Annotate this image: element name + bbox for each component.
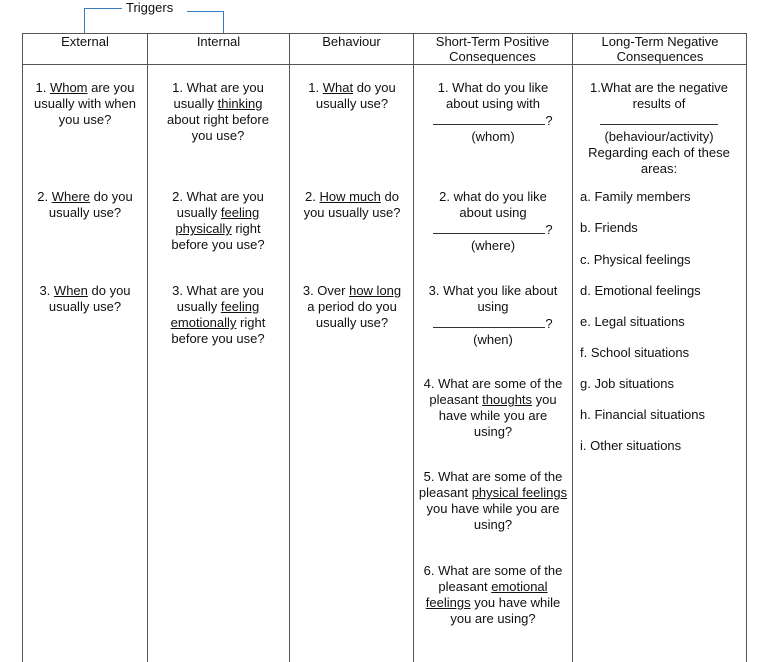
- blank-line: [433, 315, 545, 328]
- header-long-term: Long-Term Negative Consequences: [601, 34, 719, 64]
- long-term-area-friends: b. Friends: [580, 220, 638, 235]
- behaviour-question-2: 2. How much do you usually use?: [303, 189, 401, 220]
- external-question-1: 1. Whom are you usually with when you use?: [34, 80, 136, 127]
- short-term-question-1: 1. What do you like about using with ? (whom): [425, 80, 561, 145]
- triggers-bracket-left-vertical: [84, 8, 85, 34]
- short-term-question-3: 3. What you like about using ? (when): [428, 283, 558, 347]
- triggers-bracket-right-horizontal: [187, 11, 224, 12]
- header-short-term: Short-Term Positive Consequences: [435, 34, 550, 64]
- column-divider-3: [413, 33, 414, 662]
- triggers-label: Triggers: [126, 0, 174, 15]
- long-term-area-job: g. Job situations: [580, 376, 674, 391]
- header-internal: Internal: [196, 34, 241, 49]
- table-right-border: [746, 33, 747, 662]
- long-term-area-legal: e. Legal situations: [580, 314, 685, 329]
- table-left-border: [22, 33, 23, 662]
- long-term-area-emotional: d. Emotional feelings: [580, 283, 701, 298]
- header-behaviour: Behaviour: [322, 34, 381, 49]
- short-term-question-5: 5. What are some of the pleasant physical feelings you have while you are using?: [418, 469, 568, 532]
- internal-question-2: 2. What are you usually feeling physically right before you use?: [171, 189, 265, 252]
- column-divider-1: [147, 33, 148, 662]
- blank-line: [433, 112, 545, 125]
- external-question-2: 2. Where do you usually use?: [37, 189, 133, 220]
- internal-question-3: 3. What are you usually feeling emotionally right before you use?: [170, 283, 266, 346]
- external-question-3: 3. When do you usually use?: [39, 283, 131, 314]
- blank-line: [600, 112, 718, 125]
- table-header-divider: [22, 64, 747, 65]
- long-term-area-financial: h. Financial situations: [580, 407, 706, 422]
- long-term-area-family: a. Family members: [580, 189, 691, 204]
- internal-question-1: 1. What are you usually thinking about right before you use?: [167, 80, 269, 143]
- column-divider-4: [572, 33, 573, 662]
- long-term-area-school: f. School situations: [580, 345, 690, 360]
- short-term-question-4: 4. What are some of the pleasant thoughts you have while you are using?: [423, 376, 563, 439]
- long-term-area-physical: c. Physical feelings: [580, 252, 691, 267]
- column-divider-2: [289, 33, 290, 662]
- blank-line: [433, 221, 545, 234]
- header-external: External: [61, 34, 109, 49]
- short-term-question-6: 6. What are some of the pleasant emotional feelings you have while you are using?: [423, 563, 563, 626]
- long-term-area-other: i. Other situations: [580, 438, 682, 453]
- long-term-intro: 1.What are the negative results of (behaviour/activity) Regarding each of these areas:: [588, 80, 730, 176]
- triggers-bracket-left-horizontal: [84, 8, 122, 9]
- behaviour-question-3: 3. Over how long a period do you usually use?: [302, 283, 402, 330]
- behaviour-question-1: 1. What do you usually use?: [308, 80, 396, 111]
- short-term-question-2: 2. what do you like about using ? (where): [425, 189, 561, 254]
- triggers-bracket-right-vertical: [223, 11, 224, 34]
